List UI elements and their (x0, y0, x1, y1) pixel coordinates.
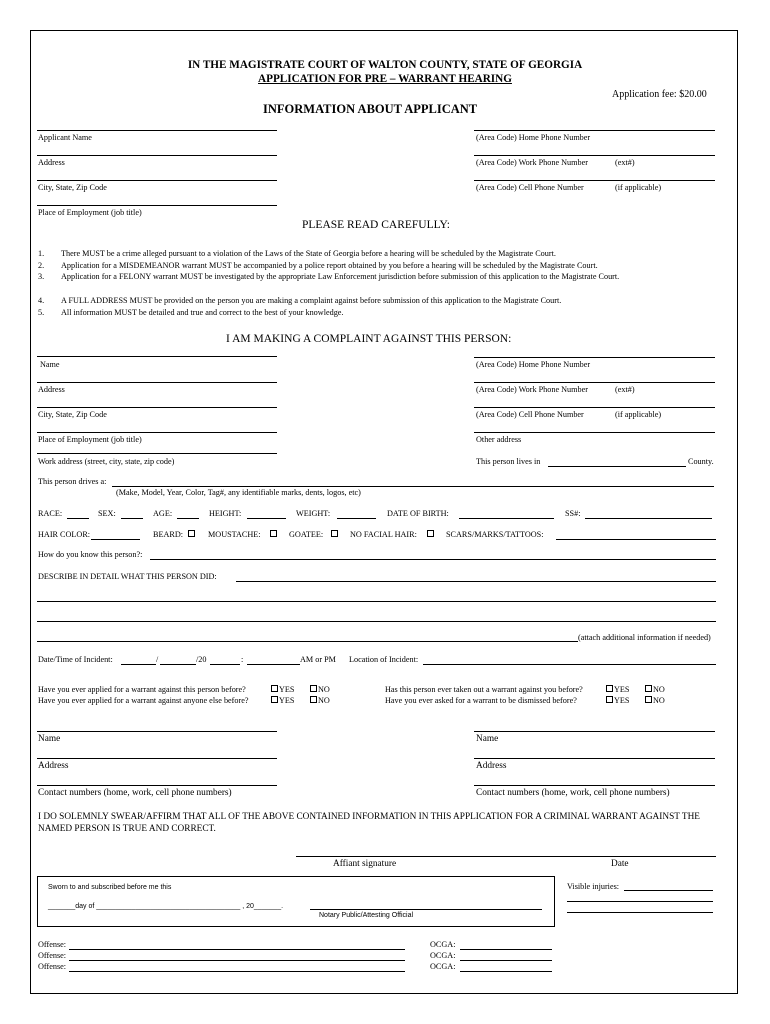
instruction-number: 4. (38, 296, 45, 305)
ss-label: SS#: (565, 509, 581, 518)
witness-contact-line[interactable] (474, 785, 715, 786)
applicant-work-phone-label: (Area Code) Work Phone Number (476, 158, 588, 167)
height-label: HEIGHT: (209, 509, 242, 518)
instruction-text: All information MUST be detailed and true and correct to the best of your knowledge. (61, 308, 344, 317)
instruction-text: A FULL ADDRESS MUST be provided on the person you are making a complaint against before submission of this application to the Magistrate Court. (61, 296, 562, 305)
no-label: NO (653, 696, 665, 705)
subject-city-line[interactable] (37, 407, 277, 408)
applicant-address-label: Address (38, 158, 65, 167)
application-fee: Application fee: $20.00 (612, 89, 707, 100)
incident-year-line[interactable] (210, 664, 240, 665)
offense-line[interactable] (69, 960, 405, 961)
subject-home-phone-line[interactable] (474, 357, 715, 358)
instruction-number: 1. (38, 249, 45, 258)
ocga-label: OCGA: (430, 940, 456, 949)
notary-official-label: Notary Public/Attesting Official (319, 912, 414, 919)
beard-checkbox[interactable] (188, 530, 195, 537)
yes-label: YES (614, 696, 630, 705)
witness-address-line[interactable] (474, 758, 715, 759)
question-text: Have you ever applied for a warrant against this person before? (38, 685, 246, 694)
visible-injuries-line[interactable] (624, 890, 713, 891)
witness-name-label: Name (476, 734, 499, 744)
section-applicant-heading: INFORMATION ABOUT APPLICANT (263, 102, 478, 116)
applicant-address-line[interactable] (37, 155, 277, 156)
witness-address-line[interactable] (37, 758, 277, 759)
date-label: Date (611, 859, 629, 869)
form-title: APPLICATION FOR PRE – WARRANT HEARING (258, 73, 512, 85)
form-border (30, 30, 738, 994)
subject-cell-note: (if applicable) (615, 410, 662, 419)
dob-line[interactable] (459, 518, 554, 519)
instruction-text: Application for a FELONY warrant MUST be investigated by the appropriate Law Enforcement jurisdiction before submission of this application to the Magistrate Court. (61, 272, 620, 281)
witness-address-label: Address (476, 761, 507, 771)
no-label: NO (653, 685, 665, 694)
goatee-checkbox[interactable] (331, 530, 338, 537)
am-pm-label: AM or PM (300, 655, 336, 664)
witness-contact-label: Contact numbers (home, work, cell phone numbers) (38, 788, 232, 798)
yes-label: YES (279, 685, 295, 694)
affiant-signature-line[interactable] (296, 856, 716, 857)
instructions-heading: PLEASE READ CAREFULLY: (302, 219, 450, 231)
offense-label: Offense: (38, 940, 67, 949)
no-checkbox[interactable] (310, 696, 317, 703)
no-facial-hair-label: NO FACIAL HAIR: (350, 530, 417, 539)
attach-note: (attach additional information if needed) (578, 633, 711, 642)
sex-label: SEX: (98, 509, 116, 518)
applicant-name-line[interactable] (37, 130, 277, 131)
beard-label: BEARD: (153, 530, 184, 539)
describe-label: DESCRIBE IN DETAIL WHAT THIS PERSON DID: (38, 572, 217, 581)
incident-datetime-label: Date/Time of Incident: (38, 655, 113, 664)
moustache-label: MOUSTACHE: (208, 530, 261, 539)
yes-label: YES (614, 685, 630, 694)
scars-label: SCARS/MARKS/TATTOOS: (446, 530, 544, 539)
subject-employment-label: Place of Employment (job title) (38, 435, 142, 444)
subject-name-label: Name (40, 360, 60, 369)
moustache-checkbox[interactable] (270, 530, 277, 537)
ocga-line[interactable] (460, 971, 552, 972)
sworn-text: Sworn to and subscribed before me this (48, 884, 172, 891)
scars-line[interactable] (556, 539, 716, 540)
witness-name-label: Name (38, 734, 61, 744)
sex-line[interactable] (121, 518, 143, 519)
applicant-home-phone-label: (Area Code) Home Phone Number (476, 133, 591, 142)
yes-checkbox[interactable] (271, 685, 278, 692)
applicant-cell-phone-line[interactable] (474, 180, 715, 181)
subject-city-label: City, State, Zip Code (38, 410, 107, 419)
no-label: NO (318, 685, 330, 694)
subject-work-ext-label: (ext#) (615, 385, 635, 394)
subject-work-phone-line[interactable] (474, 382, 715, 383)
subject-address-label: Address (38, 385, 65, 394)
yes-label: YES (279, 696, 295, 705)
no-checkbox[interactable] (645, 696, 652, 703)
ss-line[interactable] (585, 518, 712, 519)
subject-other-address-line[interactable] (474, 432, 715, 433)
incident-day-line[interactable] (160, 664, 196, 665)
notary-day-line[interactable]: _______day of _____________________________________ , 20_______. (48, 903, 284, 910)
visible-injuries-label: Visible injuries: (567, 882, 620, 891)
goatee-label: GOATEE: (289, 530, 324, 539)
subject-cell-phone-label: (Area Code) Cell Phone Number (476, 410, 584, 419)
know-person-line[interactable] (150, 559, 716, 560)
weight-line[interactable] (337, 518, 376, 519)
offense-label: Offense: (38, 951, 67, 960)
instruction-number: 2. (38, 261, 45, 270)
witness-contact-label: Contact numbers (home, work, cell phone numbers) (476, 788, 670, 798)
lives-in-county-line[interactable] (548, 466, 686, 467)
age-label: AGE: (153, 509, 173, 518)
incident-time-line[interactable] (247, 664, 300, 665)
question-text: Have you ever applied for a warrant against anyone else before? (38, 696, 249, 705)
ocga-line[interactable] (460, 949, 552, 950)
height-line[interactable] (247, 518, 286, 519)
question-text: Has this person ever taken out a warrant against you before? (385, 685, 583, 694)
instruction-text: Application for a MISDEMEANOR warrant MUST be accompanied by a police report obtained by you before a hearing will be scheduled by the Magistrate Court. (61, 261, 598, 270)
year-prefix: /20 (196, 655, 207, 664)
time-colon: : (241, 655, 244, 664)
hair-color-label: HAIR COLOR: (38, 530, 91, 539)
incident-location-label: Location of Incident: (349, 655, 419, 664)
no-label: NO (318, 696, 330, 705)
no-facial-hair-checkbox[interactable] (427, 530, 434, 537)
yes-checkbox[interactable] (606, 696, 613, 703)
witness-contact-line[interactable] (37, 785, 277, 786)
applicant-home-phone-line[interactable] (474, 130, 715, 131)
date-separator: / (156, 655, 159, 664)
applicant-work-phone-line[interactable] (474, 155, 715, 156)
yes-checkbox[interactable] (271, 696, 278, 703)
complaint-heading: I AM MAKING A COMPLAINT AGAINST THIS PERSON: (226, 333, 512, 345)
question-text: Have you ever asked for a warrant to be dismissed before? (385, 696, 577, 705)
applicant-work-ext-label: (ext#) (615, 158, 635, 167)
applicant-city-label: City, State, Zip Code (38, 183, 107, 192)
yes-checkbox[interactable] (606, 685, 613, 692)
visible-injuries-line[interactable] (567, 912, 713, 913)
applicant-name-label: Applicant Name (38, 133, 92, 142)
know-person-label: How do you know this person?: (38, 550, 143, 559)
age-line[interactable] (177, 518, 199, 519)
witness-name-line[interactable] (474, 731, 715, 732)
ocga-line[interactable] (460, 960, 552, 961)
subject-work-address-line[interactable] (37, 453, 277, 454)
witness-name-line[interactable] (37, 731, 277, 732)
applicant-city-line[interactable] (37, 180, 277, 181)
dob-label: DATE OF BIRTH: (387, 509, 449, 518)
describe-line[interactable] (37, 641, 578, 642)
vehicle-hint: (Make, Model, Year, Color, Tag#, any identifiable marks, dents, logos, etc) (116, 488, 361, 497)
applicant-employment-label: Place of Employment (job title) (38, 208, 142, 217)
ocga-label: OCGA: (430, 962, 456, 971)
incident-location-line[interactable] (423, 664, 716, 665)
describe-line[interactable] (37, 601, 716, 602)
instruction-text: There MUST be a crime alleged pursuant to a violation of the Laws of the State of Georgia before a hearing will be scheduled by the Magistrate Court. (61, 249, 556, 258)
subject-work-phone-label: (Area Code) Work Phone Number (476, 385, 588, 394)
lives-in-suffix: County. (688, 457, 714, 466)
subject-name-line[interactable] (37, 356, 277, 357)
offense-label: Offense: (38, 962, 67, 971)
visible-injuries-line[interactable] (567, 901, 713, 902)
drives-label: This person drives a: (38, 477, 107, 486)
no-checkbox[interactable] (645, 685, 652, 692)
subject-other-address-label: Other address (476, 435, 522, 444)
subject-work-address-label: Work address (street, city, state, zip code) (38, 457, 175, 466)
instruction-number: 3. (38, 272, 45, 281)
describe-line[interactable] (236, 581, 716, 582)
lives-in-prefix: This person lives in (476, 457, 541, 466)
describe-line[interactable] (37, 621, 716, 622)
oath-statement: I DO SOLEMNLY SWEAR/AFFIRM THAT ALL OF THE ABOVE CONTAINED INFORMATION IN THIS APPLICATION FOR A CRIMINAL WARRANT AGAINST THE NAMED PERSON IS TRUE AND CORRECT. (38, 812, 700, 834)
witness-address-label: Address (38, 761, 69, 771)
weight-label: WEIGHT: (296, 509, 331, 518)
vehicle-line[interactable] (112, 486, 714, 487)
hair-color-line[interactable] (91, 539, 140, 540)
applicant-cell-note: (if applicable) (615, 183, 662, 192)
no-checkbox[interactable] (310, 685, 317, 692)
offense-line[interactable] (69, 949, 405, 950)
applicant-cell-phone-label: (Area Code) Cell Phone Number (476, 183, 584, 192)
race-label: RACE: (38, 509, 63, 518)
subject-home-phone-label: (Area Code) Home Phone Number (476, 360, 591, 369)
notary-signature-line[interactable] (310, 909, 542, 910)
incident-month-line[interactable] (121, 664, 156, 665)
ocga-label: OCGA: (430, 951, 456, 960)
subject-cell-phone-line[interactable] (474, 407, 715, 408)
court-title: IN THE MAGISTRATE COURT OF WALTON COUNTY, STATE OF GEORGIA (187, 59, 583, 71)
instruction-number: 5. (38, 308, 45, 317)
offense-line[interactable] (69, 971, 405, 972)
subject-address-line[interactable] (37, 382, 277, 383)
subject-employment-line[interactable] (37, 432, 277, 433)
race-line[interactable] (67, 518, 89, 519)
applicant-employment-line[interactable] (37, 205, 277, 206)
affiant-signature-label: Affiant signature (333, 859, 397, 869)
